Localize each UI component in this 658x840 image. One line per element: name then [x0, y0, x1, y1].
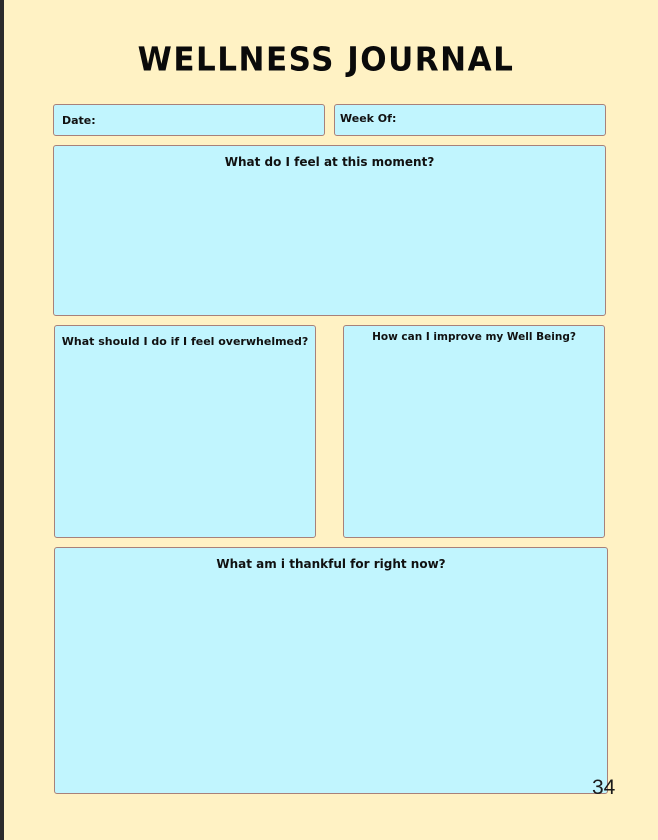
improve-prompt: How can I improve my Well Being?	[372, 331, 576, 343]
feel-now-prompt: What do I feel at this moment?	[224, 155, 435, 169]
feel-now-box[interactable]	[53, 145, 606, 316]
page-number: 34	[592, 776, 616, 799]
improve-box[interactable]	[343, 325, 605, 538]
thankful-prompt: What am i thankful for right now?	[216, 557, 446, 571]
page-title: WELLNESS JOURNAL	[137, 41, 515, 79]
week-of-label: Week Of:	[340, 112, 397, 125]
overwhelmed-prompt: What should I do if I feel overwhelmed?	[61, 335, 309, 348]
date-label: Date:	[62, 114, 96, 127]
page-edge-shadow	[0, 0, 4, 840]
overwhelmed-box[interactable]	[54, 325, 316, 538]
week-of-field[interactable]	[334, 104, 606, 136]
date-field[interactable]	[53, 104, 325, 136]
thankful-box[interactable]	[54, 547, 608, 794]
